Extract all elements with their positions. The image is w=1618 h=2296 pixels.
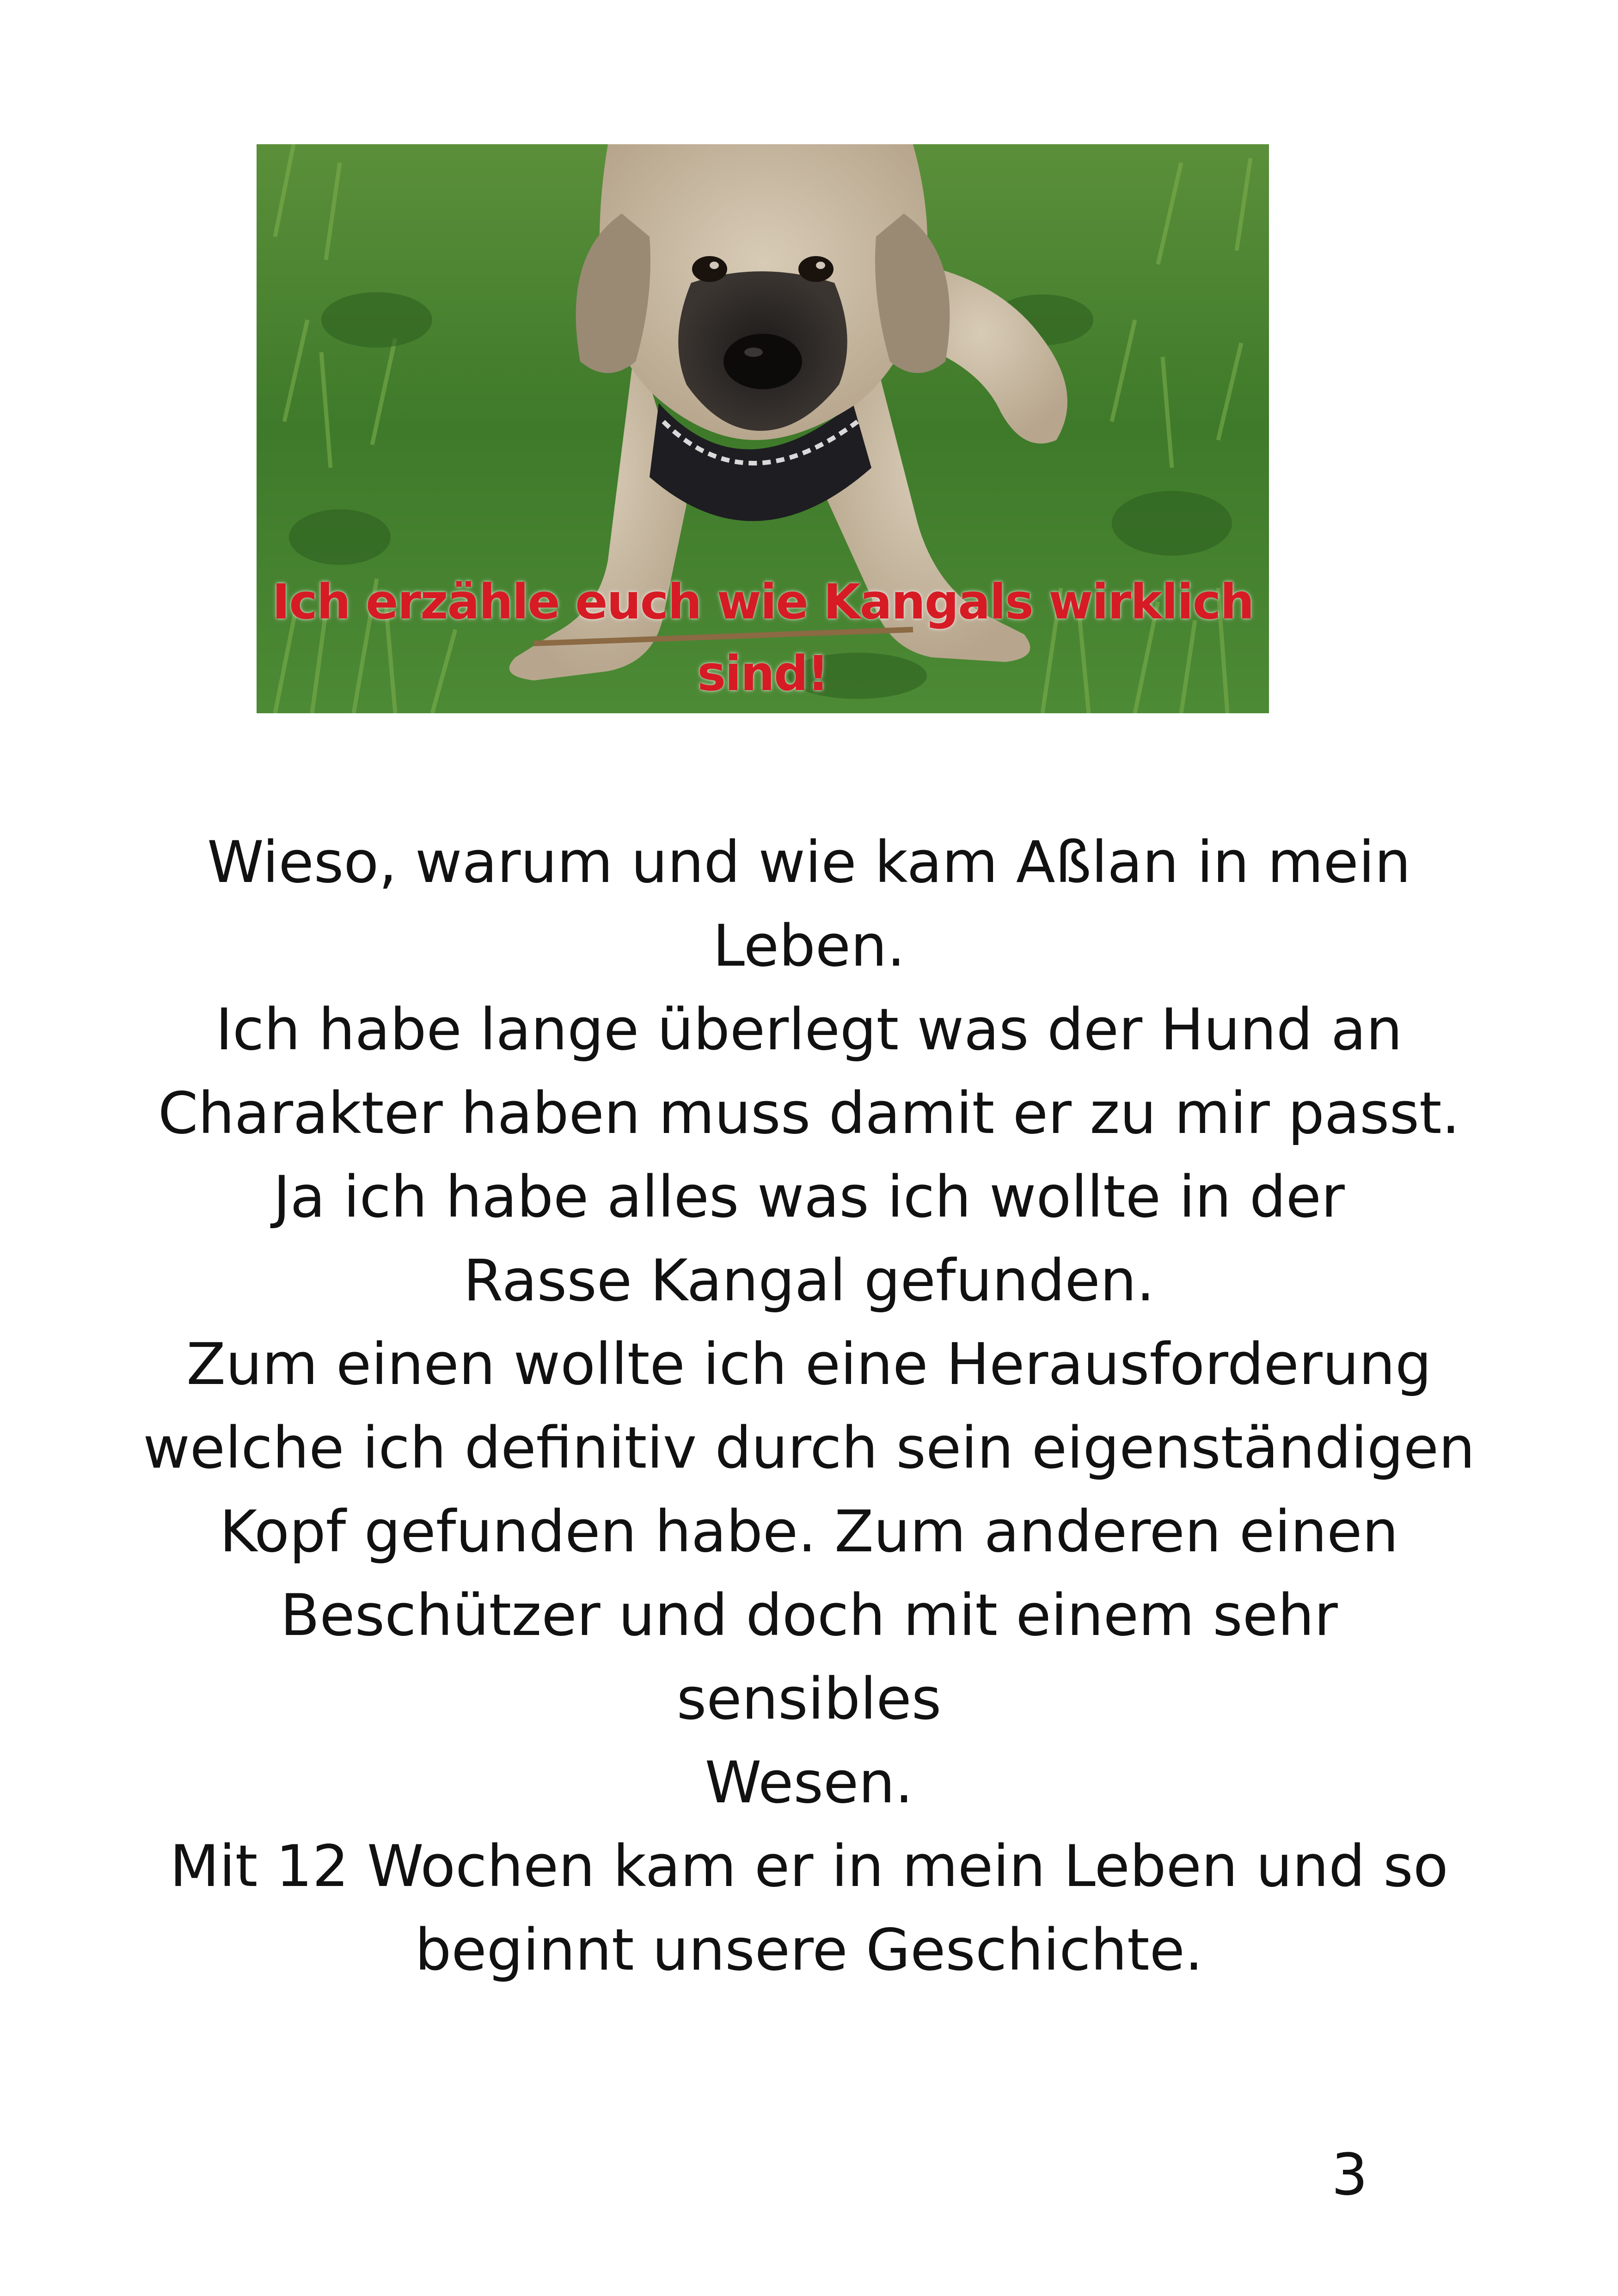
text-line: Beschützer und doch mit einem sehr [280, 1582, 1338, 1649]
page-number: 3 [1331, 2142, 1368, 2208]
text-line: Rasse Kangal gefunden. [463, 1248, 1155, 1314]
text-line: sensibles [676, 1666, 942, 1733]
text-line: Wesen. [705, 1750, 913, 1816]
text-line: beginnt unsere Geschichte. [415, 1917, 1203, 1984]
photo-caption-line-2: sind! [697, 645, 828, 702]
dog-photo [257, 144, 1269, 713]
text-line: Mit 12 Wochen kam er in mein Leben und so [170, 1833, 1448, 1900]
text-line: Ja ich habe alles was ich wollte in der [273, 1164, 1345, 1231]
text-line: Wieso, warum und wie kam Aßlan in mein [207, 829, 1411, 896]
photo-caption-line-1: Ich erzähle euch wie Kangals wirklich [272, 574, 1254, 630]
story-text [92, 821, 1526, 1992]
text-line: welche ich definitiv durch sein eigenständigen [143, 1415, 1475, 1482]
text-line: Zum einen wollte ich eine Herausforderung [186, 1331, 1432, 1398]
text-line: Kopf gefunden habe. Zum anderen einen [219, 1499, 1399, 1565]
text-line: Leben. [712, 913, 906, 980]
text-line: Charakter haben muss damit er zu mir passt. [158, 1080, 1460, 1147]
text-line: Ich habe lange überlegt was der Hund an [215, 997, 1403, 1063]
